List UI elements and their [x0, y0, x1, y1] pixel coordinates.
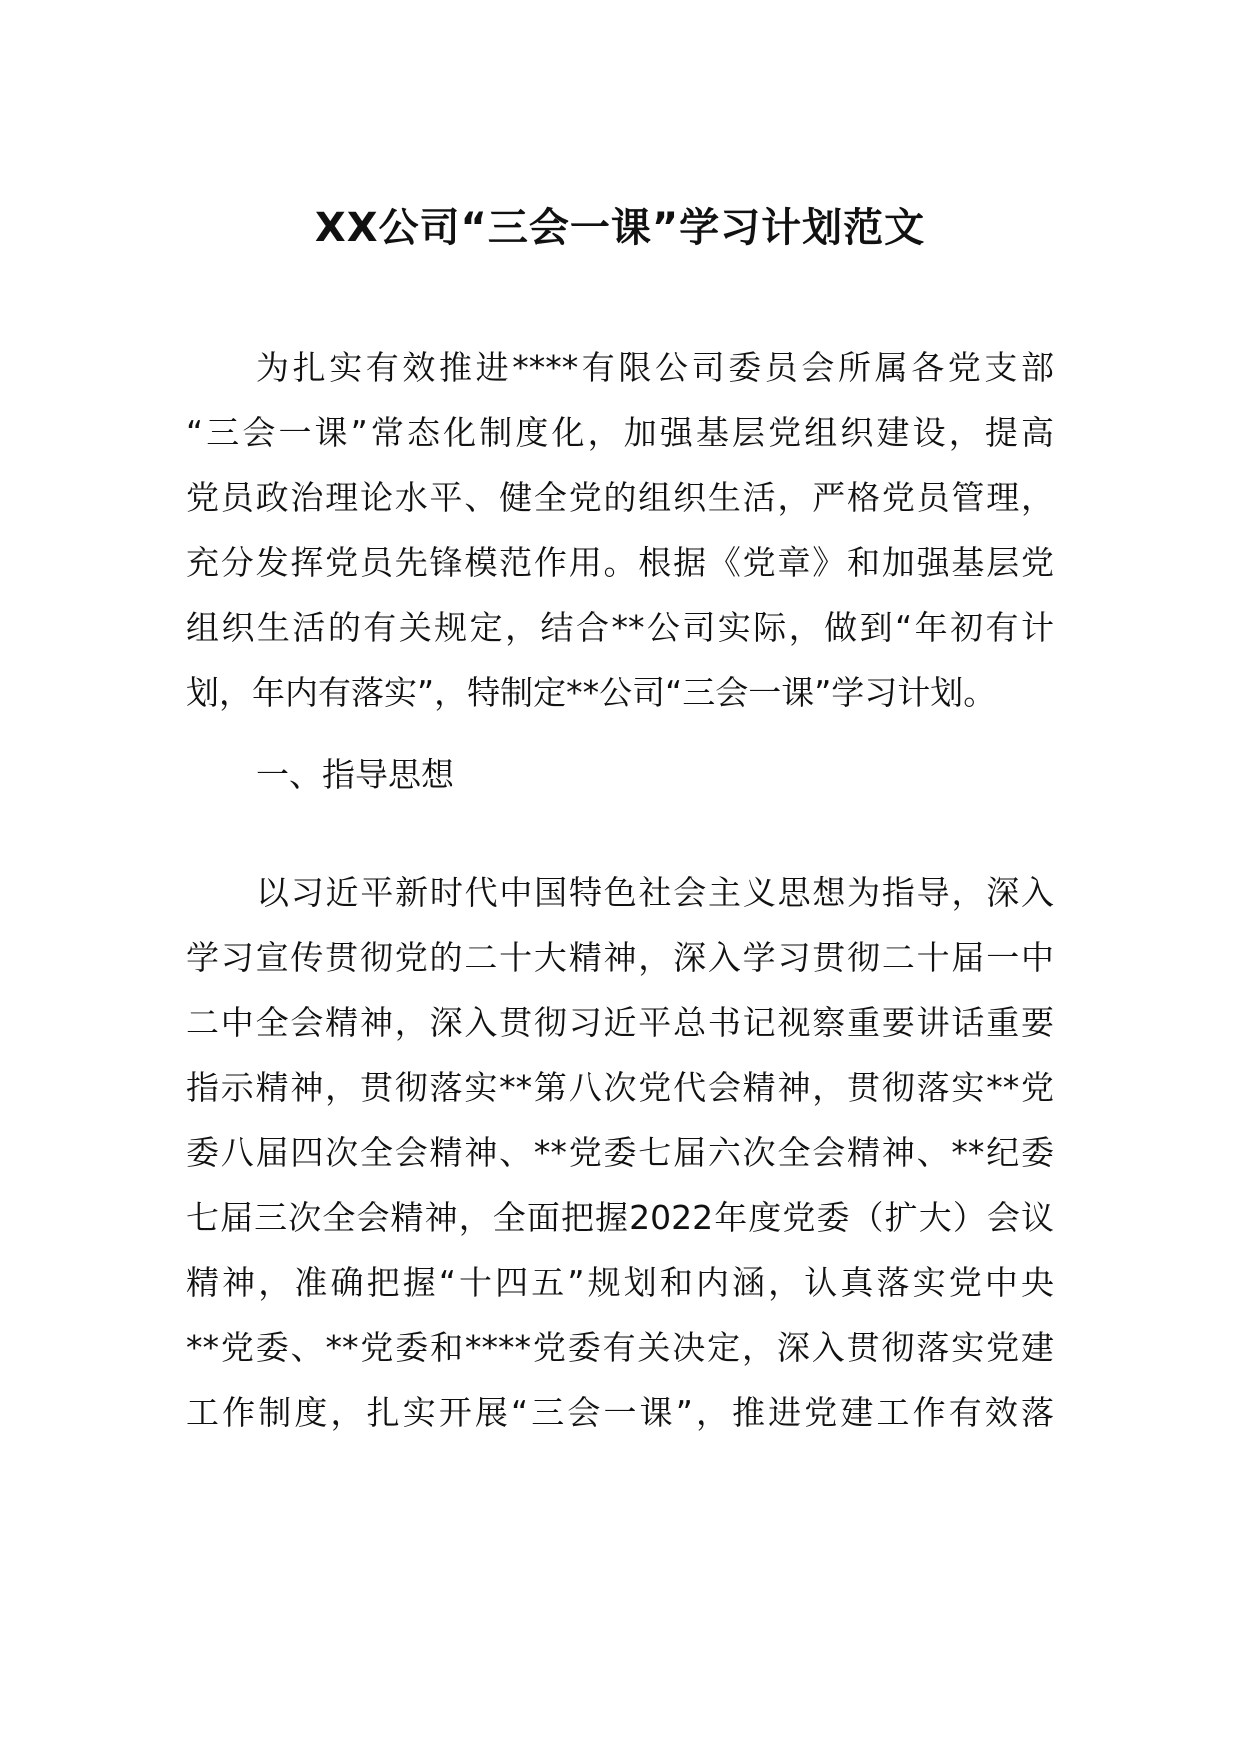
- intro-line: 为扎实有效推进****有限公司委员会所属各党支部: [256, 348, 1054, 387]
- section-line: 委八届四次全会精神、**党委七届六次全会精神、**纪委: [186, 1133, 1054, 1172]
- intro-line: 划，年内有落实”，特制定**公司“三会一课”学习计划。: [186, 673, 997, 712]
- section-line: 精神，准确把握“十四五”规划和内涵，认真落实党中央: [186, 1263, 1054, 1302]
- intro-paragraph: [186, 335, 1054, 725]
- document-title: XX公司“三会一课”学习计划范文: [314, 205, 926, 251]
- section-heading-text: 一、指导思想: [256, 755, 454, 794]
- intro-line: “三会一课”常态化制度化，加强基层党组织建设，提高: [186, 413, 1054, 452]
- section-line: **党委、**党委和****党委有关决定，深入贯彻落实党建: [186, 1328, 1054, 1367]
- section-line: 以习近平新时代中国特色社会主义思想为指导，深入: [256, 873, 1054, 912]
- section-line: 二中全会精神，深入贯彻习近平总书记视察重要讲话重要: [186, 1003, 1054, 1042]
- intro-line: 充分发挥党员先锋模范作用。根据《党章》和加强基层党: [186, 543, 1054, 582]
- intro-line: 组织生活的有关规定，结合**公司实际，做到“年初有计: [186, 608, 1054, 647]
- section-heading: [186, 742, 1054, 807]
- section-paragraph: [186, 860, 1054, 1445]
- section-line: 工作制度，扎实开展“三会一课”，推进党建工作有效落: [186, 1393, 1054, 1432]
- intro-line: 党员政治理论水平、健全党的组织生活，严格党员管理，: [186, 478, 1054, 517]
- section-line: 七届三次全会精神，全面把握2022年度党委（扩大）会议: [186, 1198, 1054, 1237]
- section-line: 指示精神，贯彻落实**第八次党代会精神，贯彻落实**党: [186, 1068, 1054, 1107]
- section-line: 学习宣传贯彻党的二十大精神，深入学习贯彻二十届一中: [186, 938, 1054, 977]
